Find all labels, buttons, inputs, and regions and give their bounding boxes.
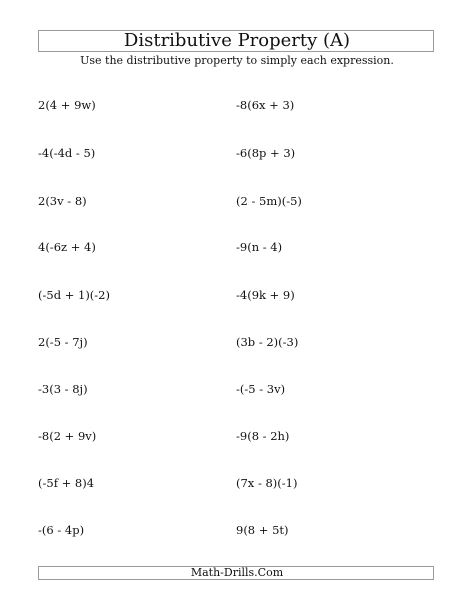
instructions-text: Use the distributive property to simply each expression. — [80, 54, 394, 67]
problem-left-2: -4(-4d - 5) — [38, 146, 96, 160]
problem-left-1: 2(4 + 9w) — [38, 98, 96, 112]
problem-right-8: -9(8 - 2h) — [236, 429, 290, 443]
problem-left-9: (-5f + 8)4 — [38, 476, 95, 490]
problem-left-8: -8(2 + 9v) — [38, 429, 97, 443]
problem-right-10: 9(8 + 5t) — [236, 523, 289, 537]
problem-right-9: (7x - 8)(-1) — [236, 476, 298, 490]
problem-left-10: -(6 - 4p) — [38, 523, 85, 537]
problem-left-5: (-5d + 1)(-2) — [38, 288, 110, 302]
problem-right-5: -4(9k + 9) — [236, 288, 295, 302]
footer-text: Math-Drills.Com — [190, 566, 284, 579]
problem-left-4: 4(-6z + 4) — [38, 240, 96, 254]
problem-left-7: -3(3 - 8j) — [38, 382, 88, 396]
problem-left-3: 2(3v - 8) — [38, 194, 87, 208]
page-title: Distributive Property (A) — [123, 30, 351, 51]
problem-right-4: -9(n - 4) — [236, 240, 283, 254]
problem-right-3: (2 - 5m)(-5) — [236, 194, 302, 208]
problem-left-6: 2(-5 - 7j) — [38, 335, 88, 349]
problem-right-6: (3b - 2)(-3) — [236, 335, 299, 349]
problem-right-1: -8(6x + 3) — [236, 98, 295, 112]
problem-right-7: -(-5 - 3v) — [236, 382, 286, 396]
problem-right-2: -6(8p + 3) — [236, 146, 296, 160]
